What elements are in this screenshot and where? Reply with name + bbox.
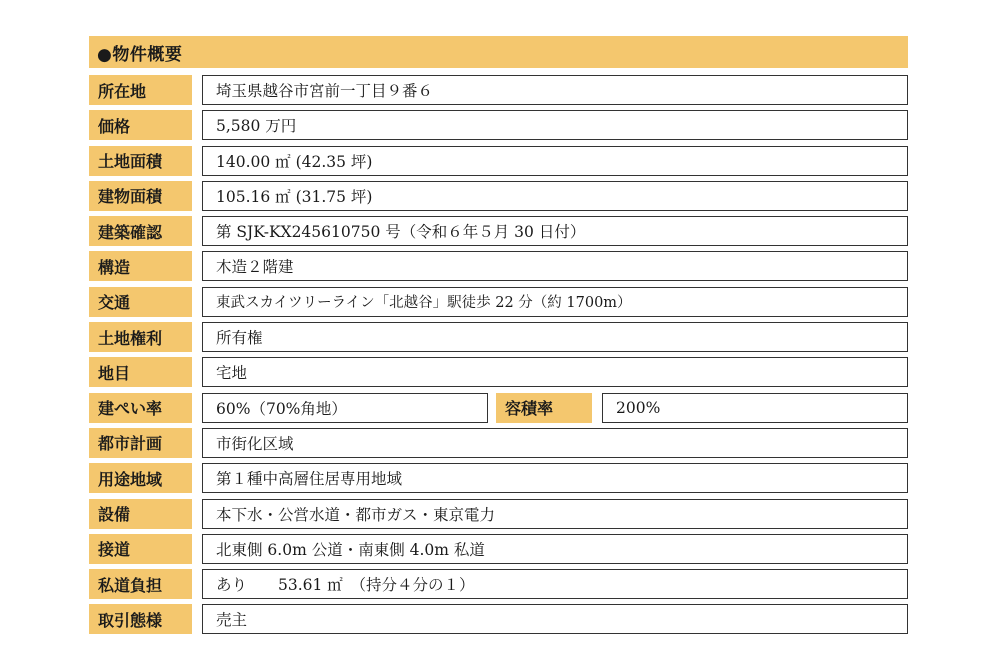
section-header (89, 36, 908, 68)
value-road-access: 北東側 6.0m 公道・南東側 4.0m 私道 (202, 534, 908, 564)
row-transaction-type (89, 604, 908, 634)
label-land-category: 地目 (89, 357, 192, 387)
value-land-category: 宅地 (202, 357, 908, 387)
row-building-confirmation (89, 216, 908, 246)
value-zoning: 第１種中高層住居専用地域 (202, 463, 908, 493)
property-table (89, 75, 908, 640)
row-zoning (89, 463, 908, 493)
label-building-confirmation: 建築確認 (89, 216, 192, 246)
value-transport: 東武スカイツリーライン「北越谷」駅徒歩 22 分（約 1700m） (202, 287, 908, 317)
label-building-area: 建物面積 (89, 181, 192, 211)
row-facilities (89, 499, 908, 529)
label-floor-area-ratio: 容積率 (496, 393, 592, 423)
value-floor-area-ratio: 200% (602, 393, 908, 423)
row-price (89, 110, 908, 140)
label-zoning: 用途地域 (89, 463, 192, 493)
row-location (89, 75, 908, 105)
label-road-access: 接道 (89, 534, 192, 564)
value-private-road: あり 53.61 ㎡ （持分４分の１） (202, 569, 908, 599)
value-land-area: 140.00 ㎡ (42.35 坪) (202, 146, 908, 176)
label-land-rights: 土地権利 (89, 322, 192, 352)
label-private-road: 私道負担 (89, 569, 192, 599)
row-transport (89, 287, 908, 317)
label-structure: 構造 (89, 251, 192, 281)
label-coverage-ratio: 建ぺい率 (89, 393, 192, 423)
row-land-category (89, 357, 908, 387)
label-city-planning: 都市計画 (89, 428, 192, 458)
row-structure (89, 251, 908, 281)
row-road-access (89, 534, 908, 564)
value-price: 5,580 万円 (202, 110, 908, 140)
value-coverage-ratio: 60%（70%角地） (202, 393, 488, 423)
section-title: ●物件概要 (97, 44, 183, 65)
value-land-rights: 所有権 (202, 322, 908, 352)
value-city-planning: 市街化区域 (202, 428, 908, 458)
row-land-area (89, 146, 908, 176)
row-building-area (89, 181, 908, 211)
row-land-rights (89, 322, 908, 352)
value-building-area: 105.16 ㎡ (31.75 坪) (202, 181, 908, 211)
label-transaction-type: 取引態様 (89, 604, 192, 634)
label-facilities: 設備 (89, 499, 192, 529)
label-land-area: 土地面積 (89, 146, 192, 176)
value-location: 埼玉県越谷市宮前一丁目９番６ (202, 75, 908, 105)
label-price: 価格 (89, 110, 192, 140)
row-coverage-ratio (89, 393, 908, 423)
row-city-planning (89, 428, 908, 458)
row-private-road (89, 569, 908, 599)
value-transaction-type: 売主 (202, 604, 908, 634)
value-facilities: 本下水・公営水道・都市ガス・東京電力 (202, 499, 908, 529)
value-structure: 木造２階建 (202, 251, 908, 281)
label-location: 所在地 (89, 75, 192, 105)
label-transport: 交通 (89, 287, 192, 317)
value-building-confirmation: 第 SJK-KX245610750 号（令和６年５月 30 日付） (202, 216, 908, 246)
